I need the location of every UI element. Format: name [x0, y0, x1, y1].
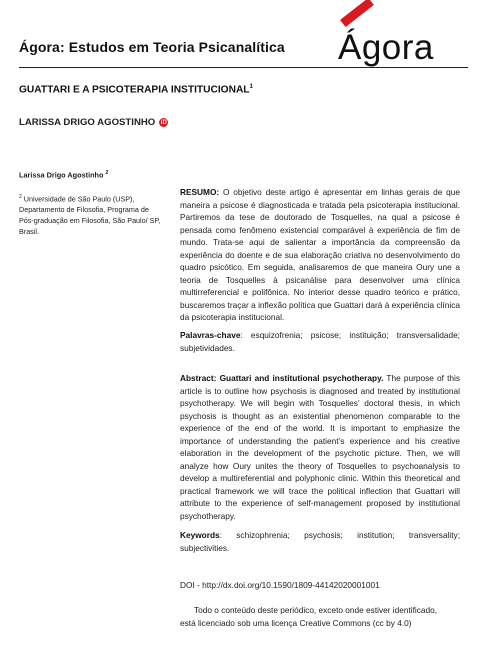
journal-title: Ágora: Estudos em Teoria Psicanalítica: [19, 39, 285, 55]
palavras-chave-label: Palavras-chave: [180, 330, 241, 340]
logo-accent-bar: [340, 0, 374, 27]
palavras-chave-text: : esquizofrenia; psicose; instituição; transversalidade; subjetividades.: [180, 330, 460, 353]
abstract-label: Abstract: [180, 373, 214, 383]
logo-text: Ágora: [338, 28, 434, 67]
abstract-paragraph: [180, 372, 460, 522]
affiliation-text: [19, 192, 164, 238]
palavras-chave-paragraph: [180, 329, 460, 354]
license-line-1: Todo o conteúdo deste periódico, exceto onde estiver identificado,: [194, 605, 438, 615]
affiliation-author-name: [19, 170, 108, 179]
author-name: LARISSA DRIGO AGOSTINHO: [19, 117, 156, 128]
abstract-title: : Guattari and institutional psychotherapy.: [213, 373, 384, 383]
orcid-icon[interactable]: iD: [160, 119, 167, 126]
keywords-paragraph: [180, 529, 460, 554]
affiliation-name-text: Larissa Drigo Agostinho: [19, 170, 104, 180]
resumo-paragraph: [180, 186, 460, 324]
license-line-2: está licenciado sob uma licença Creative Commons (cc by 4.0): [180, 617, 412, 628]
affiliation-text-body: Universidade de São Paulo (USP), Departamento de Filosofia, Programa de Pós-graduação em Filosofia, São Paulo/ SP, Brasil.: [19, 194, 161, 237]
license-notice: [180, 604, 460, 629]
article-title-text: GUATTARI E A PSICOTERAPIA INSTITUCIONAL: [19, 84, 250, 96]
keywords-text: : schizophrenia; psychosis; institution; transversality; subjectivities.: [180, 530, 460, 553]
header-rule: [19, 67, 468, 68]
keywords-label: Keywords: [180, 530, 220, 540]
abstract-text: The purpose of this article is to outline how psychosis is diagnosed and treated by institutional psychotherapy. We will begin with Tosquelles’ doctoral thesis, in which psychosis is thought as an existential phenomenon comparable to the experience of the end of the world. It is important to emphasize the importance of understanding the patient’s experience and his creative elaboration in the development of the psychotic picture. Then, we will analyze how Oury unites the theory of Tosquelles to psychoanalysis to develop a multireferential and polyphonic clinic. Within this theoretical and practical framework we will trace the political inflection that Guattari will attribute to the experience of self-management proposed by institutional psychotherapy.: [180, 373, 460, 521]
article-title: [19, 84, 253, 95]
author-line: [19, 117, 168, 128]
affiliation-name-mark: 2: [105, 170, 109, 176]
doi-line[interactable]: DOI - http://dx.doi.org/10.1590/1809-44142020001001: [180, 580, 380, 590]
resumo-text: O objetivo deste artigo é apresentar em linhas gerais de que maneira a psicose é diagnosticada e tratada pela psicoterapia institucional. Partiremos da tese de doutorado de Tosquelles, na qual a psicose é pensada como fenômeno existencial comparável à experiência de fim de mundo. Trata-se aqui de salientar a importância da compreensão da experiência do doente e de sua elaboração criativa no desenvolvimento do quadro psicótico. Em seguida, analisaremos de que maneira Oury une a teoria de Tosquelles à psicanálise para desenvolver uma clínica multirreferencial e polifônica. No interior desse quadro teórico e prático, buscaremos traçar a inflexão política que Guattari dará à experiência clínica da psicoterapia institucional.: [180, 187, 460, 322]
resumo-label: RESUMO:: [180, 187, 220, 197]
article-title-footnote-mark: 1: [249, 84, 253, 90]
affiliation-note-mark: 2: [19, 194, 22, 200]
